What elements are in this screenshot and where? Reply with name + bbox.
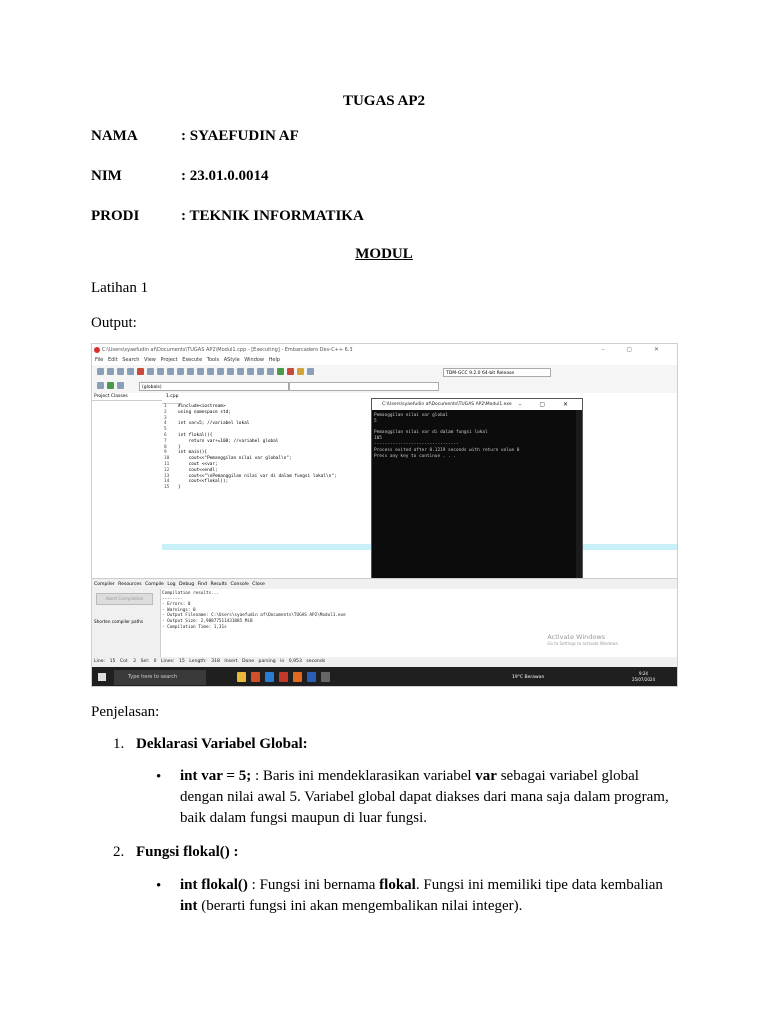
output-label: Output: [91, 315, 137, 331]
bullet-text-part: (berarti fungsi ini akan mengembalikan nilai integer). [197, 898, 523, 914]
console-line: Process exited after 0.1219 seconds with return value 0 [374, 447, 520, 453]
log-line: - Output Size: 2,98877511431885 MiB [162, 618, 253, 624]
app-icon-orange [251, 672, 260, 682]
tab-console: Console [230, 582, 249, 587]
info-label: PRODI [91, 208, 140, 224]
toolbar-icons-row2 [97, 382, 124, 390]
line-number: 8 [164, 444, 167, 450]
unindent-icon [207, 368, 214, 375]
console-line: Pemanggilan nilai var di dalam fungsi lokal [374, 430, 488, 436]
print-icon [147, 368, 154, 375]
menu-execute: Execute [182, 357, 203, 363]
line-number: 12 [164, 467, 170, 473]
taskbar-weather: 19°C Berawan [512, 675, 545, 680]
bullet-text-bold: var [475, 768, 497, 784]
run-icon [257, 368, 264, 375]
menu-help: Help [268, 357, 281, 363]
tab-find-results: Find Results [197, 582, 228, 587]
list-number: 1. [113, 736, 125, 752]
info-label: NIM [91, 168, 122, 184]
app-icon-devcpp [293, 672, 302, 682]
check-icon [277, 368, 284, 375]
file-tab: 1.cpp [162, 393, 182, 404]
exercise-label: Latihan 1 [91, 280, 149, 296]
code-text: cout <<var; [178, 461, 218, 467]
project-panel-tabs: Project Classes [92, 393, 162, 401]
undo-icon [157, 368, 164, 375]
line-number: 13 [164, 473, 170, 479]
clock-time: 9:24 [638, 671, 648, 676]
info-row-nim [91, 168, 269, 185]
new-file-icon [97, 368, 104, 375]
menu-view: View [144, 357, 156, 363]
list-heading: Deklarasi Variabel Global: [136, 736, 308, 752]
class-icon [97, 382, 104, 389]
section-heading-modul: MODUL [355, 246, 413, 262]
clock-date: 25/07/2024 [631, 677, 655, 682]
window-controls: – ▢ ✕ [601, 346, 669, 353]
open-icon [107, 368, 114, 375]
toolbar-icons [97, 368, 314, 376]
method-icon [107, 382, 114, 389]
code-text: } [178, 485, 181, 491]
code-text: cout<<"\nPemanggilan nilai var di dalam fungsi lokal\n"; [178, 473, 337, 479]
console-line: 105 [374, 436, 382, 442]
bullet-text-part: sebagai variabel global dengan nilai awal 5. Variabel global dapat diakses dari mana saja dalam program, baik dalam fungsi maupun di luar fungsi. [180, 768, 669, 826]
tab-debug: Debug [179, 582, 195, 587]
code-line [164, 485, 337, 491]
bullet-dot: • [156, 878, 162, 894]
console-titlebar [372, 399, 582, 410]
console-icon [321, 672, 330, 682]
code-text: #include<iostream> [178, 404, 226, 409]
activate-title: Activate Windows [547, 633, 606, 641]
log-line: - Compilation Time: 1,31s [162, 624, 227, 630]
ide-statusbar: Line: 15 Col: 2 Sel: 0 Lines: 15 Length: 318 Insert Done parsing in 0,953 seconds [92, 657, 677, 667]
goto-icon [227, 368, 234, 375]
line-number: 3 [164, 415, 167, 421]
line-number: 2 [164, 409, 167, 415]
line-number: 11 [164, 461, 170, 467]
log-line: -------- [162, 596, 183, 602]
taskbar-search: Type here to search [114, 670, 206, 685]
list-heading: Fungsi flokal() : [136, 844, 239, 860]
code-text: int main(){ [178, 450, 208, 456]
explanation-list [90, 736, 690, 926]
code-text: } [178, 444, 181, 450]
bullet-dot: • [156, 769, 162, 785]
list-icon [117, 382, 124, 389]
bottom-tabs [92, 578, 677, 589]
compile-log-sidebar [92, 589, 161, 657]
compile-log-text [162, 591, 346, 630]
replace-icon [187, 368, 194, 375]
console-window-controls: – ▢ ✕ [518, 401, 576, 408]
code-text: cout<<"Pemanggilan nilai var global\n"; [178, 456, 292, 462]
code-lines [164, 404, 337, 491]
stop-icon [287, 368, 294, 375]
bullet-bold: int flokal() [180, 877, 248, 893]
code-text: int var=5; //variabel lokal [178, 421, 250, 427]
bullet-text-part: : Baris ini mendeklarasikan variabel [251, 768, 476, 784]
code-text: int flokal(){ [178, 432, 213, 438]
app-icon-red [279, 672, 288, 682]
console-line: Pemanggilan nilai var global [374, 413, 449, 418]
save-icon [117, 368, 124, 375]
menu-astyle: AStyle [223, 357, 240, 363]
line-number: 6 [164, 432, 167, 438]
taskbar-clock [632, 671, 655, 683]
bullet-bold: int var = 5; [180, 768, 252, 784]
shorten-paths-checkbox: Shorten compiler paths [94, 619, 144, 624]
document-title: TUGAS AP2 [342, 93, 426, 109]
log-line: - Warnings: 0 [162, 607, 196, 613]
compile-run-icon [267, 368, 274, 375]
menu-project: Project [160, 357, 178, 363]
ide-titlebar [92, 344, 677, 356]
info-value: : SYAEFUDIN AF [181, 128, 299, 144]
console-title: C:\Users\syaefudin af\Documents\TUGAS AP2\Modul1.exe [382, 402, 512, 407]
abort-compilation-button: Abort Compilation [96, 593, 153, 605]
line-number: 1 [164, 404, 167, 409]
tab-compile-log: Compile Log [145, 582, 176, 587]
bullet-text-part: : Fungsi ini bernama [247, 877, 380, 893]
menu-window: Window [244, 357, 265, 363]
bullet-text-bold: flokal [379, 877, 416, 893]
taskbar-apps [237, 672, 330, 682]
menu-file: File [95, 357, 104, 363]
log-line: - Errors: 0 [162, 602, 191, 608]
find-icon [177, 368, 184, 375]
info-value: : 23.01.0.0014 [181, 168, 269, 184]
info-label: NAMA [91, 128, 138, 144]
bullet-text-part: . Fungsi ini memiliki tipe data kembalian [415, 877, 663, 893]
menu-edit: Edit [107, 357, 118, 363]
code-text: using namespace std; [178, 409, 231, 415]
chrome-icon [265, 672, 274, 682]
line-number: 4 [164, 421, 167, 427]
activate-subtitle: Go to Settings to activate Windows. [547, 641, 619, 646]
compile-log-panel [92, 589, 677, 657]
line-number: 5 [164, 427, 167, 433]
save-all-icon [127, 368, 134, 375]
windows-taskbar [92, 667, 677, 687]
ide-window-title: C:\Users\syaefudin af\Documents\TUGAS AP2\Modul1.cpp - [Executing] - Embarcadero Dev-C++ 6.3 [102, 347, 353, 353]
bookmark-icon [217, 368, 224, 375]
info-row-nama [91, 128, 299, 145]
console-line: Press any key to continue . . . [374, 453, 456, 459]
debug-icon [307, 368, 314, 375]
compiler-select: TDM-GCC 9.2.0 64-bit Release [443, 368, 551, 377]
bullet-text [180, 875, 680, 917]
globals-select: (globals) [139, 382, 289, 391]
members-select [289, 382, 439, 391]
explanation-label: Penjelasan: [91, 704, 160, 720]
line-number: 15 [164, 485, 170, 491]
tab-compiler: Compiler [94, 582, 115, 587]
line-number: 10 [164, 456, 170, 462]
info-row-prodi [91, 208, 364, 225]
code-text: cout<<flokal(); [178, 479, 229, 485]
redo-icon [167, 368, 174, 375]
bullet-text-bold: int [180, 898, 198, 914]
tab-resources: Resources [118, 582, 142, 587]
activate-windows-watermark [547, 633, 619, 646]
ide-menubar [92, 356, 677, 365]
info-value: : TEKNIK INFORMATIKA [181, 208, 364, 224]
app-icon [94, 347, 100, 353]
code-text: cout<<endl; [178, 467, 218, 473]
file-explorer-icon [237, 672, 246, 682]
line-number: 14 [164, 479, 170, 485]
tab-close: Close [252, 582, 265, 587]
log-line: Compilation results... [162, 591, 219, 596]
grid-icon [237, 368, 244, 375]
menu-tools: Tools [206, 357, 220, 363]
console-line: 5 [374, 418, 377, 424]
code-text: return var+=100; //variabel global [178, 438, 279, 444]
line-number: 7 [164, 438, 167, 444]
project-panel [92, 393, 163, 578]
close-file-icon [137, 368, 144, 375]
indent-icon [197, 368, 204, 375]
console-line: -------------------------------- [374, 441, 459, 447]
log-line: - Output Filename: C:\Users\syaefudin af\Documents\TUGAS AP2\Modul1.exe [162, 613, 346, 619]
compile-icon [247, 368, 254, 375]
console-output [372, 410, 582, 462]
chart-icon [297, 368, 304, 375]
bullet-text [180, 766, 680, 829]
ide-screenshot [91, 343, 678, 687]
line-number: 9 [164, 450, 167, 456]
windows-start-icon [98, 673, 106, 681]
ide-toolbar [92, 365, 677, 394]
word-icon [307, 672, 316, 682]
menu-search: Search [122, 357, 140, 363]
list-number: 2. [113, 844, 125, 860]
